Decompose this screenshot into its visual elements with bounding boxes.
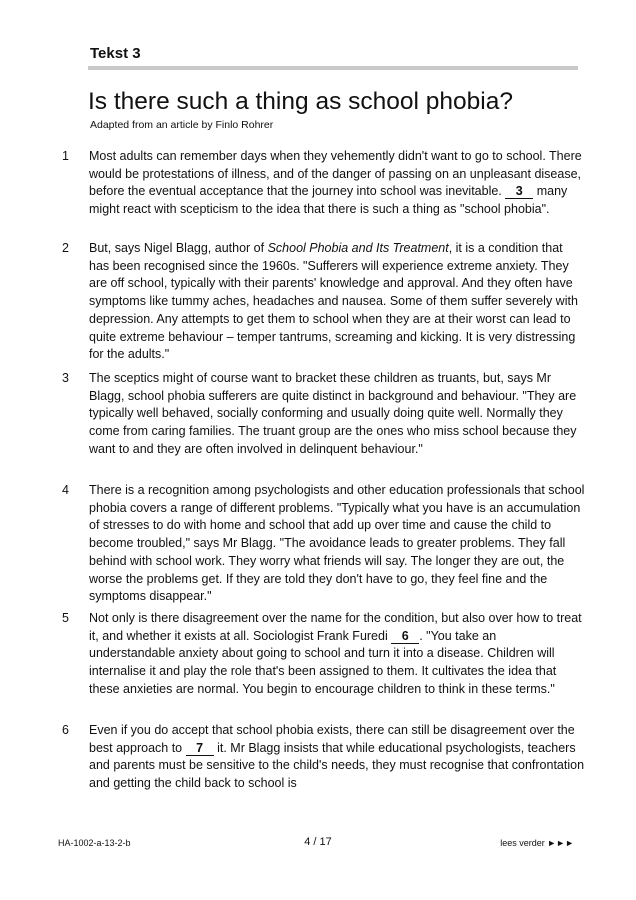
paragraph-text: But, says Nigel Blagg, author of School Phobia and Its Treatment, it is a condition that has been recognised since the 1960s. "Sufferers will experience extreme anxiety. They are off school, typically with their parents' knowledge and approval. And they often have symptoms like tummy aches, headaches and nausea. Some of them suffer severely with depression. Any attempts to get them to school when they are at their worst can lead to quite extreme behaviour – temper tantrums, screaming and kicking. It is very distressing for the adults." — [89, 241, 578, 362]
paragraph-number: 1 — [62, 149, 69, 163]
footer-continue: lees verder ►►► — [500, 838, 574, 848]
gap-blank-7: 7 — [186, 742, 214, 756]
article-subtitle: Adapted from an article by Finlo Rohrer — [90, 119, 274, 131]
paragraph-6 — [62, 722, 592, 793]
paragraph-2 — [62, 240, 592, 364]
footer-code: HA-1002-a-13-2-b — [58, 838, 131, 848]
paragraph-number: 2 — [62, 241, 69, 255]
header-rule — [88, 66, 578, 70]
paragraph-text: The sceptics might of course want to bracket these children as truants, but, says Mr Blagg, school phobia sufferers are quite distinct in background and behaviour. "They are typically well behaved, socially conforming and usually doing quite well. Normally they come from caring families. The truant group are the ones who miss school because they want to and they are often involved in delinquent behaviour." — [89, 371, 577, 456]
book-title: School Phobia and Its Treatment — [267, 241, 449, 255]
gap-blank-6: 6 — [391, 630, 419, 644]
gap-blank-3: 3 — [505, 185, 533, 199]
paragraph-number: 5 — [62, 611, 69, 625]
paragraph-number: 3 — [62, 371, 69, 385]
paragraph-3 — [62, 370, 592, 459]
footer-page-number: 4 / 17 — [304, 836, 332, 848]
paragraph-text: Even if you do accept that school phobia exists, there can still be disagreement over the best approach to 7 it. Mr Blagg insists that while educational psychologists, teachers and parents must be sensitive to the child's needs, they must recognise that confrontation and getting the child back to school is — [89, 723, 585, 791]
section-label: Tekst 3 — [90, 45, 141, 62]
paragraph-1 — [62, 148, 592, 219]
paragraph-number: 6 — [62, 723, 69, 737]
paragraph-text: Not only is there disagreement over the name for the condition, but also over how to treat it, and whether it exists at all. Sociologist Frank Furedi 6 . "You take an understandable anxiety about going to school and turn it into a disease. Children will internalise it and play the role that's been assigned to them. It cultivates the idea that these anxieties are normal. You begin to encourage children to think in these terms." — [89, 611, 582, 696]
paragraph-text: Most adults can remember days when they vehemently didn't want to go to school. There would be protestations of illness, and of the danger of passing on an unpleasant disease, before the eventual acceptance that the journey into school was inevitable. 3 many might react with scepticism to the idea that there is such a thing as "school phobia". — [89, 149, 582, 217]
paragraph-4 — [62, 482, 592, 606]
paragraph-5 — [62, 610, 592, 699]
paragraph-number: 4 — [62, 483, 69, 497]
article-title: Is there such a thing as school phobia? — [88, 88, 513, 115]
paragraph-text: There is a recognition among psychologists and other education professionals that school phobia covers a range of different problems. "Typically what you have is an accumulation of stresses to do with home and school that add up over time and cause the child to become troubled," says Mr Blagg. "The avoidance leads to greater problems. They fall behind with school work. They worry what friends will say. The longer they are out, the worse the problems get. If they are told they don't have to go, they feel fine and the symptoms disappear." — [89, 483, 585, 604]
